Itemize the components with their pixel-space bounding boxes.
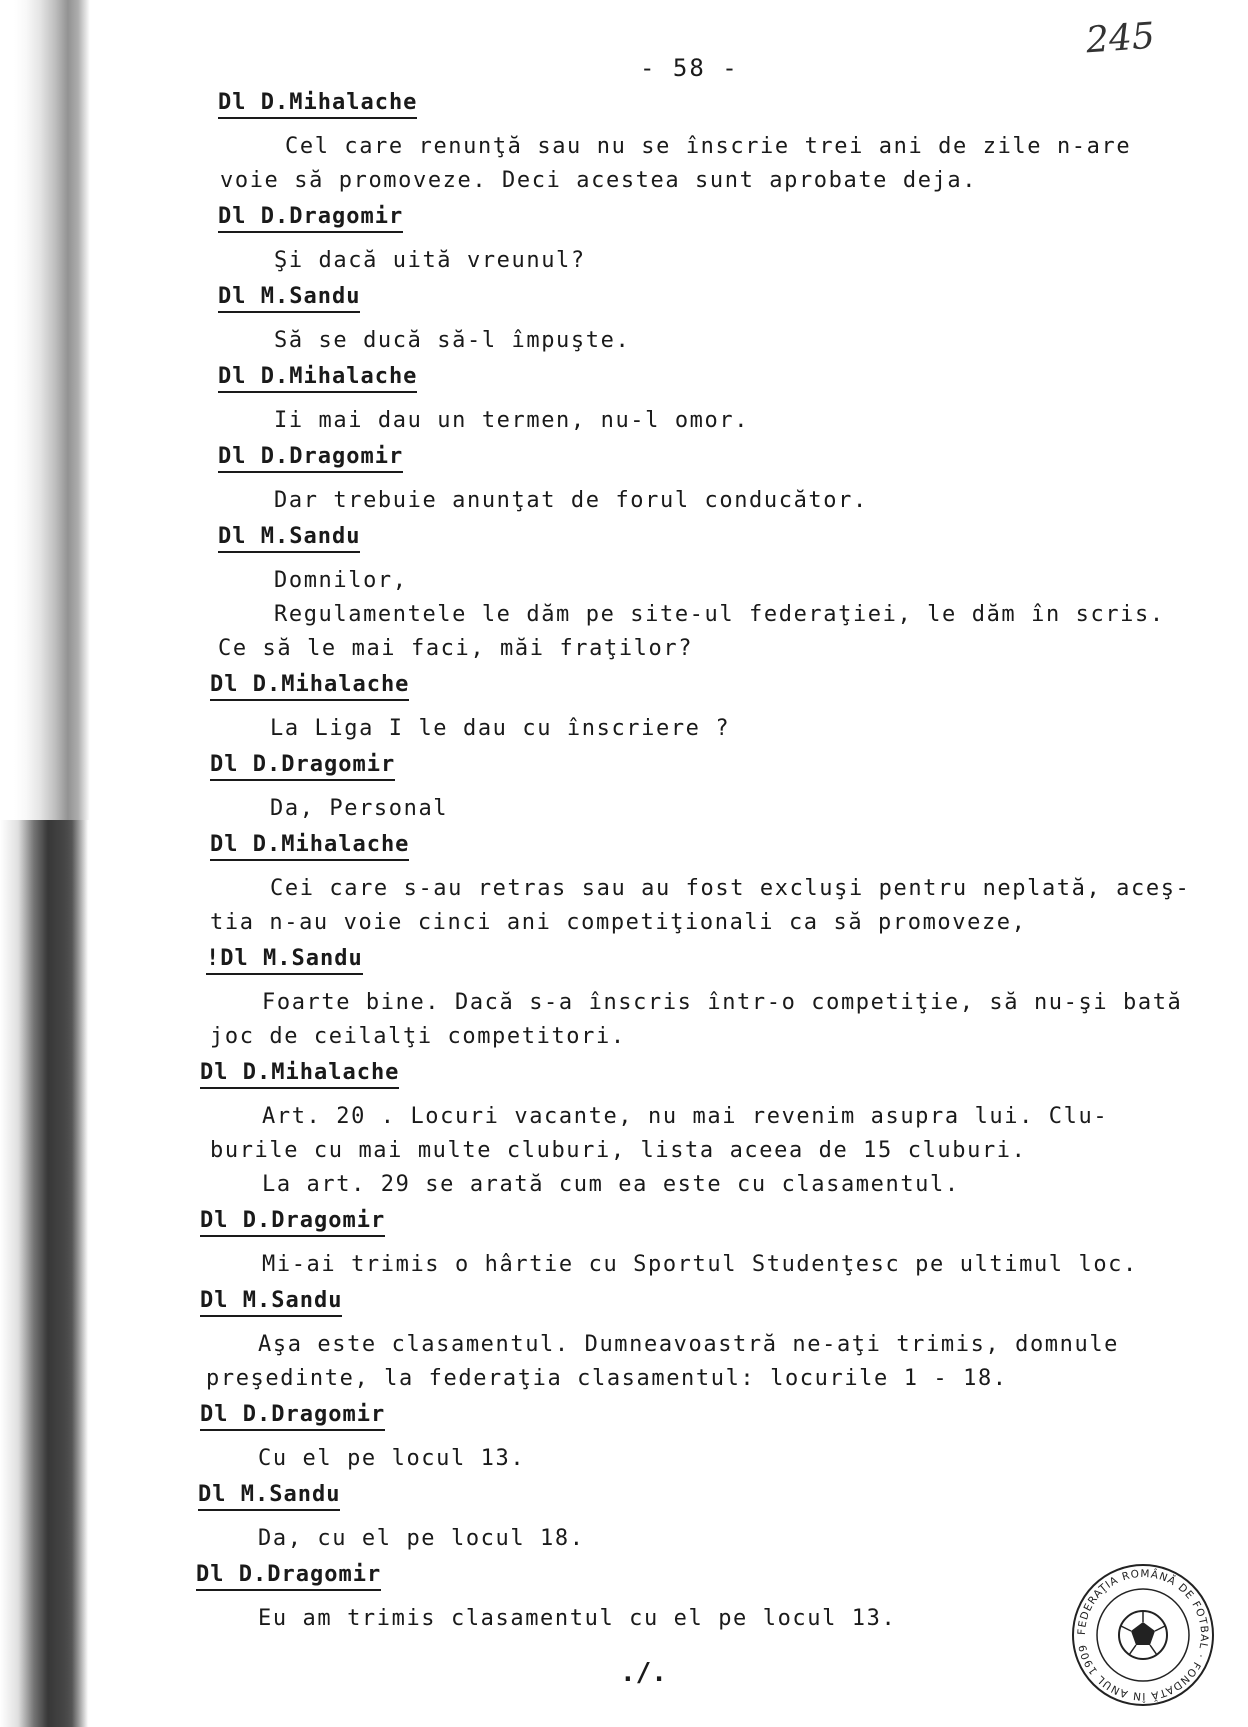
dialogue-line: preşedinte, la federaţia clasamentul: locurile 1 - 18.	[206, 1366, 1008, 1391]
dialogue-line: burile cu mai multe cluburi, lista aceea de 15 cluburi.	[210, 1138, 1027, 1163]
speaker-label: Dl D.Dragomir	[196, 1562, 381, 1591]
dialogue-line: Cel care renunţă sau nu se înscrie trei ani de zile n-are	[285, 134, 1132, 159]
speaker-label: Dl D.Dragomir	[218, 204, 403, 233]
speaker-label: Dl M.Sandu	[198, 1482, 340, 1511]
dialogue-line: Dar trebuie anunţat de forul conducător.	[274, 488, 868, 513]
dialogue-line: Ce să le mai faci, măi fraţilor?	[218, 636, 694, 661]
binding-shadow-lower	[0, 820, 90, 1727]
dialogue-line: Cei care s-au retras sau au fost excluşi pentru neplată, aceş-	[270, 876, 1191, 901]
dialogue-line: La art. 29 se arată cum ea este cu clasamentul.	[262, 1172, 960, 1197]
speaker-label: Dl M.Sandu	[218, 524, 360, 553]
speaker-label: Dl D.Mihalache	[210, 832, 409, 861]
speaker-label: Dl D.Dragomir	[210, 752, 395, 781]
page-number: - 58 -	[640, 54, 739, 82]
speaker-label: !Dl M.Sandu	[206, 946, 363, 975]
dialogue-line: Să se ducă să-l împuşte.	[274, 328, 631, 353]
continuation-mark: ./.	[620, 1658, 667, 1688]
dialogue-line: joc de ceilalţi competitori.	[210, 1024, 626, 1049]
dialogue-line: voie să promoveze. Deci acestea sunt aprobate deja.	[220, 168, 978, 193]
dialogue-line: Art. 20 . Locuri vacante, nu mai revenim asupra lui. Clu-	[262, 1104, 1109, 1129]
dialogue-line: Regulamentele le dăm pe site-ul federaţiei, le dăm în scris.	[274, 602, 1165, 627]
speaker-label: Dl D.Mihalache	[200, 1060, 399, 1089]
speaker-label: Dl D.Mihalache	[218, 90, 417, 119]
dialogue-line: Ii mai dau un termen, nu-l omor.	[274, 408, 750, 433]
football-seal-icon	[1068, 1560, 1218, 1710]
speaker-label: Dl D.Dragomir	[200, 1402, 385, 1431]
dialogue-line: Şi dacă uită vreunul?	[274, 248, 586, 273]
speaker-label: Dl D.Dragomir	[200, 1208, 385, 1237]
dialogue-line: Aşa este clasamentul. Dumneavoastră ne-aţi trimis, domnule	[258, 1332, 1120, 1357]
svg-text:FEDERAŢIA ROMÂNĂ DE FOTBAL · F: FEDERAŢIA ROMÂNĂ DE FOTBAL · FONDATĂ ÎN ANUL 1909	[1075, 1567, 1211, 1703]
dialogue-line: Eu am trimis clasamentul cu el pe locul 13.	[258, 1606, 897, 1631]
dialogue-line: La Liga I le dau cu înscriere ?	[270, 716, 731, 741]
dialogue-line: Foarte bine. Dacă s-a înscris într-o competiţie, să nu-şi bată	[262, 990, 1183, 1015]
dialogue-line: tia n-au voie cinci ani competiţionali ca să promoveze,	[210, 910, 1027, 935]
dialogue-line: Domnilor,	[274, 568, 408, 593]
dialogue-line: Da, Personal	[270, 796, 449, 821]
dialogue-line: Da, cu el pe locul 18.	[258, 1526, 585, 1551]
speaker-label: Dl D.Mihalache	[210, 672, 409, 701]
speaker-label: Dl D.Dragomir	[218, 444, 403, 473]
speaker-label: Dl D.Mihalache	[218, 364, 417, 393]
speaker-label: Dl M.Sandu	[218, 284, 360, 313]
dialogue-line: Cu el pe locul 13.	[258, 1446, 526, 1471]
dialogue-line: Mi-ai trimis o hârtie cu Sportul Studenţesc pe ultimul loc.	[262, 1252, 1138, 1277]
speaker-label: Dl M.Sandu	[200, 1288, 342, 1317]
archive-number: 245	[1084, 15, 1157, 62]
